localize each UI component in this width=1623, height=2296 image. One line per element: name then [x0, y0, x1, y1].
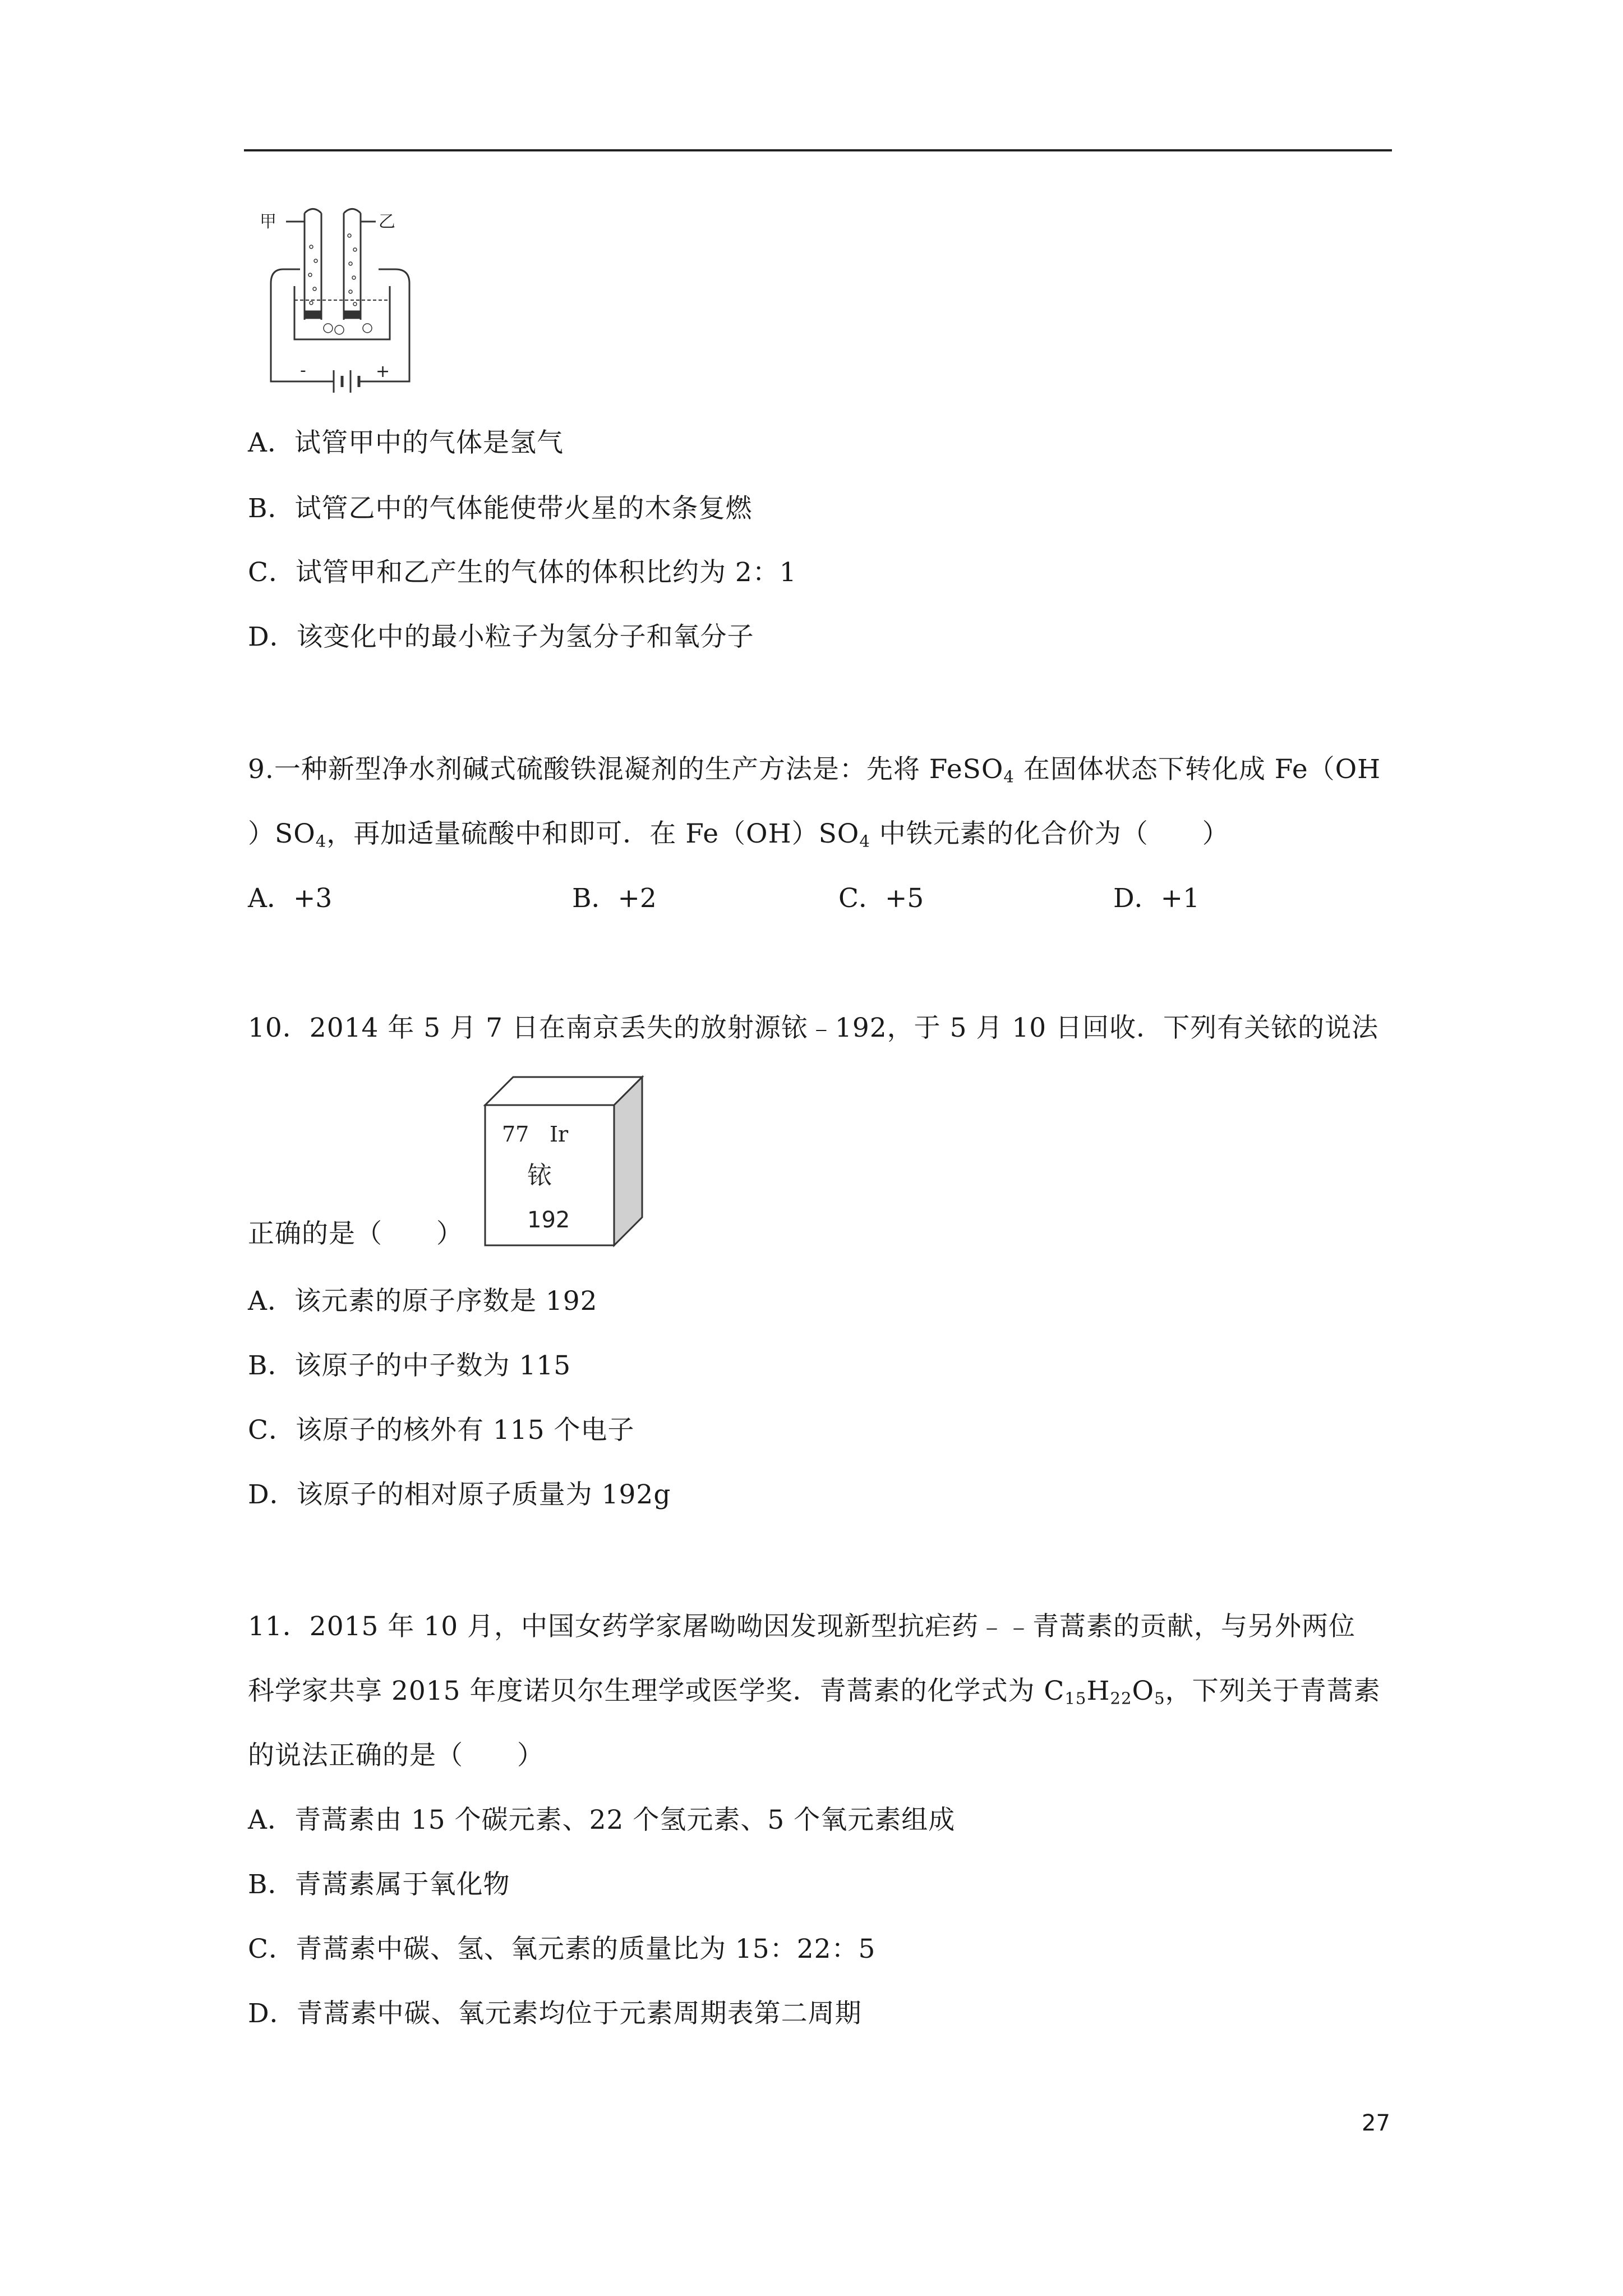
q11-option-c: C．青蒿素中碳、氢、氧元素的质量比为 15：22：5 [248, 1934, 876, 1964]
q9-option-a: A．+3 [248, 883, 333, 914]
tube-label-jia: 甲 [260, 212, 276, 232]
q10-option-b: B．该原子的中子数为 115 [248, 1350, 571, 1381]
q11-option-d: D．青蒿素中碳、氧元素均位于元素周期表第二周期 [248, 1998, 862, 2029]
q10-option-c: C．该原子的核外有 115 个电子 [248, 1415, 635, 1446]
q10-option-d: D．该原子的相对原子质量为 192g [248, 1479, 671, 1510]
battery-plus: + [376, 362, 390, 381]
q8-option-a: A．试管甲中的气体是氢气 [248, 427, 564, 458]
atomic-mass: 192 [527, 1207, 570, 1233]
q9-option-b: B．+2 [572, 883, 657, 914]
q10-stem-line1: 10．2014 年 5 月 7 日在南京丢失的放射源铱﹣192，于 5 月 10 日回收．下列有关铱的说法 [248, 1013, 1379, 1043]
q8-option-d: D．该变化中的最小粒子为氢分子和氧分子 [248, 622, 754, 652]
atomic-number: 77 [502, 1122, 529, 1147]
q9-option-c: C．+5 [838, 883, 924, 914]
q8-option-c: C．试管甲和乙产生的气体的体积比约为 2：1 [248, 557, 797, 588]
iridium-element-box [479, 1071, 648, 1257]
electrolysis-figure [255, 202, 446, 404]
q11-option-b: B．青蒿素属于氧化物 [248, 1869, 510, 1900]
q11-stem-line1: 11．2015 年 10 月，中国女药学家屠呦呦因发现新型抗疟药﹣﹣青蒿素的贡献，与另外两位 [248, 1611, 1356, 1642]
header-rule [244, 149, 1392, 151]
battery-minus: - [300, 361, 306, 380]
page-number: 27 [1362, 2110, 1390, 2136]
q10-stem-line2: 正确的是（ ） [248, 1218, 463, 1249]
q8-option-b: B．试管乙中的气体能使带火星的木条复燃 [248, 493, 753, 524]
q10-option-a: A．该元素的原子序数是 192 [248, 1286, 598, 1317]
q11-stem-line3: 的说法正确的是（ ） [248, 1740, 544, 1771]
q9-stem-line1: 9.一种新型净水剂碱式硫酸铁混凝剂的生产方法是：先将 FeSO$_4$ 在固体状态下转化成 Fe（OH [248, 754, 1381, 786]
q9-stem-line2: ）$SO_4$，再加适量硫酸中和即可．在 $Fe(OH)SO_4$ 中铁元素的化合价为（ ） [248, 818, 1229, 851]
tube-label-yi: 乙 [379, 212, 395, 232]
q11-stem-line2: 科学家共享 2015 年度诺贝尔生理学或医学奖．青蒿素的化学式为 $C_{15}H_{22}O_5$，下列关于青蒿素 [248, 1676, 1381, 1708]
element-name: 铱 [527, 1161, 552, 1190]
q9-option-d: D．+1 [1113, 883, 1200, 914]
q11-option-a: A．青蒿素由 15 个碳元素、22 个氢元素、5 个氧元素组成 [248, 1805, 956, 1835]
element-symbol: Ir [550, 1122, 569, 1147]
